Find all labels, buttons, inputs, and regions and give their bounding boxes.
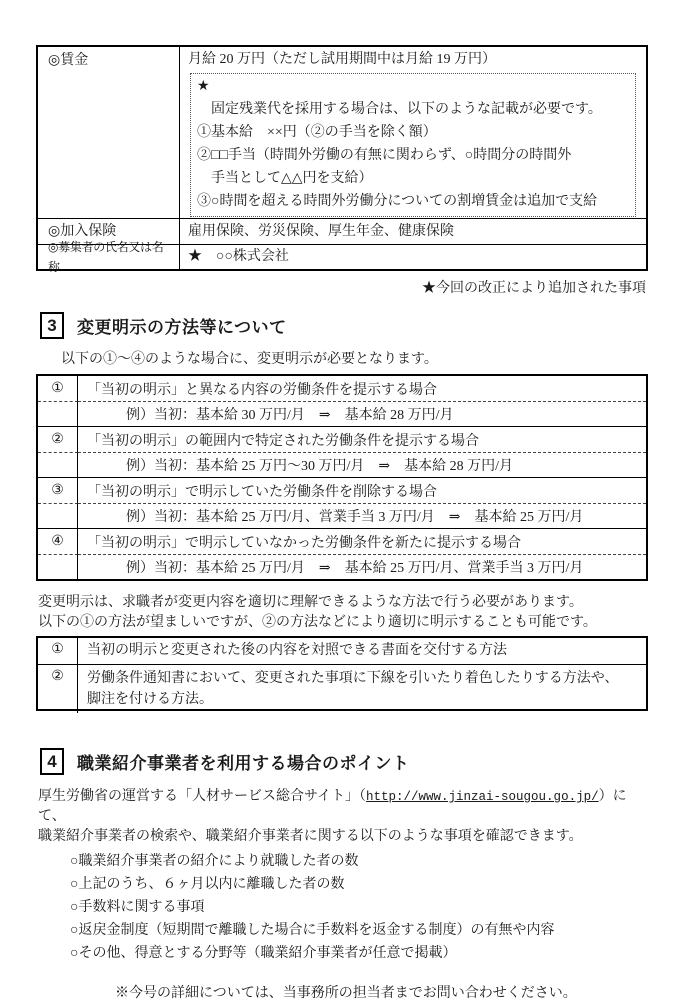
case-row (38, 477, 646, 528)
note-line: 固定残業代を採用する場合は、以下のような記載が必要です。 (197, 102, 602, 117)
recruiter-value: ★ ○○株式会社 (180, 244, 646, 269)
list-item: ○返戻金制度（短期間で離職した場合に手数料を返金する制度）の有無や内容 (70, 923, 555, 938)
wage-label: ◎賃金 (38, 47, 180, 218)
case-text: 「当初の明示」と異なる内容の労働条件を提示する場合 (78, 376, 646, 402)
list-item: ○手数料に関する事項 (70, 900, 205, 915)
section4-paragraph-prefix: 厚生労働省の運営する「人材サービス総合サイト」（ (38, 789, 367, 804)
case-example: 例）当初：基本給 25 万円/月 ⇒ 基本給 25 万円/月、営業手当 3 万円/月 (126, 561, 584, 576)
case-number: ③ (38, 478, 78, 504)
case-number-spacer (38, 402, 78, 426)
case-number-spacer (38, 555, 78, 579)
method-text: 当初の明示と変更された後の内容を対照できる書面を交付する方法 (87, 643, 507, 658)
section3-intro: 以下の①～④のような場合に、変更明示が必要となります。 (61, 352, 438, 367)
note-line: ③○時間を超える時間外労働分についての割増賃金は追加で支給 (197, 194, 598, 209)
method-number: ① (38, 638, 78, 664)
fixed-overtime-note-box (190, 73, 636, 217)
case-number: ④ (38, 529, 78, 555)
case-example: 例）当初：基本給 25 万円/月、営業手当 3 万円/月 ⇒ 基本給 25 万円/月 (126, 510, 584, 525)
section4-paragraph-suffix: ）にて、 (38, 789, 627, 824)
case-number: ② (38, 427, 78, 453)
star-marker: ★ (197, 79, 210, 94)
method-row (38, 664, 646, 709)
case-number: ① (38, 376, 78, 402)
method-text-line: 脚注を付ける方法。 (87, 692, 213, 707)
wage-value: 月給 20 万円（ただし試用期間中は月給 19 万円） (188, 52, 496, 67)
case-text: 「当初の明示」の範囲内で特定された労働条件を提示する場合 (78, 427, 646, 453)
section4-number-box: 4 (40, 748, 64, 775)
note-line: 手当として△△円を支給） (197, 171, 373, 186)
method-text-line: 労働条件通知書において、変更された事項に下線を引いたり着色したりする方法や、 (87, 671, 619, 686)
case-row (38, 376, 646, 426)
method-intro-line: 以下の①の方法が望ましいですが、②の方法などにより適切に明示することも可能です。 (38, 614, 597, 630)
note-line: ②□□手当（時間外労働の有無に関わらず、○時間分の時間外 (197, 148, 572, 163)
case-example: 例）当初：基本給 25 万円～30 万円/月 ⇒ 基本給 28 万円/月 (126, 459, 514, 474)
revision-note: ★今回の改正により追加された事項 (422, 281, 646, 296)
section4-paragraph-line2: 職業紹介事業者の検索や、職業紹介事業者に関する以下のような事項を確認できます。 (38, 829, 583, 844)
method-row (38, 638, 646, 664)
list-item: ○職業紹介事業者の紹介により就職した者の数 (70, 854, 359, 869)
case-text: 「当初の明示」で明示していた労働条件を削除する場合 (78, 478, 646, 504)
insurance-value: 雇用保険、労災保険、厚生年金、健康保険 (180, 218, 646, 244)
change-cases-table (36, 374, 648, 581)
method-intro-line: 変更明示は、求職者が変更内容を適切に理解できるような方法で行う必要があります。 (38, 595, 583, 610)
site-info-list (36, 850, 648, 965)
method-number: ② (38, 665, 78, 713)
note-line: ①基本給 ××円（②の手当を除く額） (197, 125, 437, 140)
case-row (38, 528, 646, 579)
case-number-spacer (38, 504, 78, 528)
section4-paragraph (36, 787, 648, 847)
recruiter-label: ◎募集者の氏名又は名称 (38, 244, 180, 269)
section3-number-box: 3 (40, 312, 64, 339)
conditions-table (36, 45, 648, 274)
methods-table (36, 636, 648, 711)
method-intro-paragraph (36, 593, 648, 632)
list-item: ○上記のうち、６ヶ月以内に離職した者の数 (70, 877, 345, 892)
case-row (38, 426, 646, 477)
section4-heading (40, 748, 648, 775)
case-number-spacer (38, 453, 78, 477)
case-text: 「当初の明示」で明示していなかった労働条件を新たに提示する場合 (78, 529, 646, 555)
insurance-label: ◎加入保険 (38, 218, 180, 244)
contact-note: ※今号の詳細については、当事務所の担当者までお問い合わせください。 (115, 986, 577, 1001)
section3-heading (40, 312, 648, 339)
section4-title: 職業紹介事業者を利用する場合のポイント (77, 754, 410, 773)
jinzai-site-link[interactable]: http://www.jinzai-sougou.go.jp/ (366, 790, 599, 804)
section3-title: 変更明示の方法等について (77, 318, 287, 337)
method-text (78, 665, 646, 713)
case-example: 例）当初：基本給 30 万円/月 ⇒ 基本給 28 万円/月 (126, 408, 454, 423)
wage-cell (180, 47, 646, 218)
list-item: ○その他、得意とする分野等（職業紹介事業者が任意で掲載） (70, 946, 457, 961)
